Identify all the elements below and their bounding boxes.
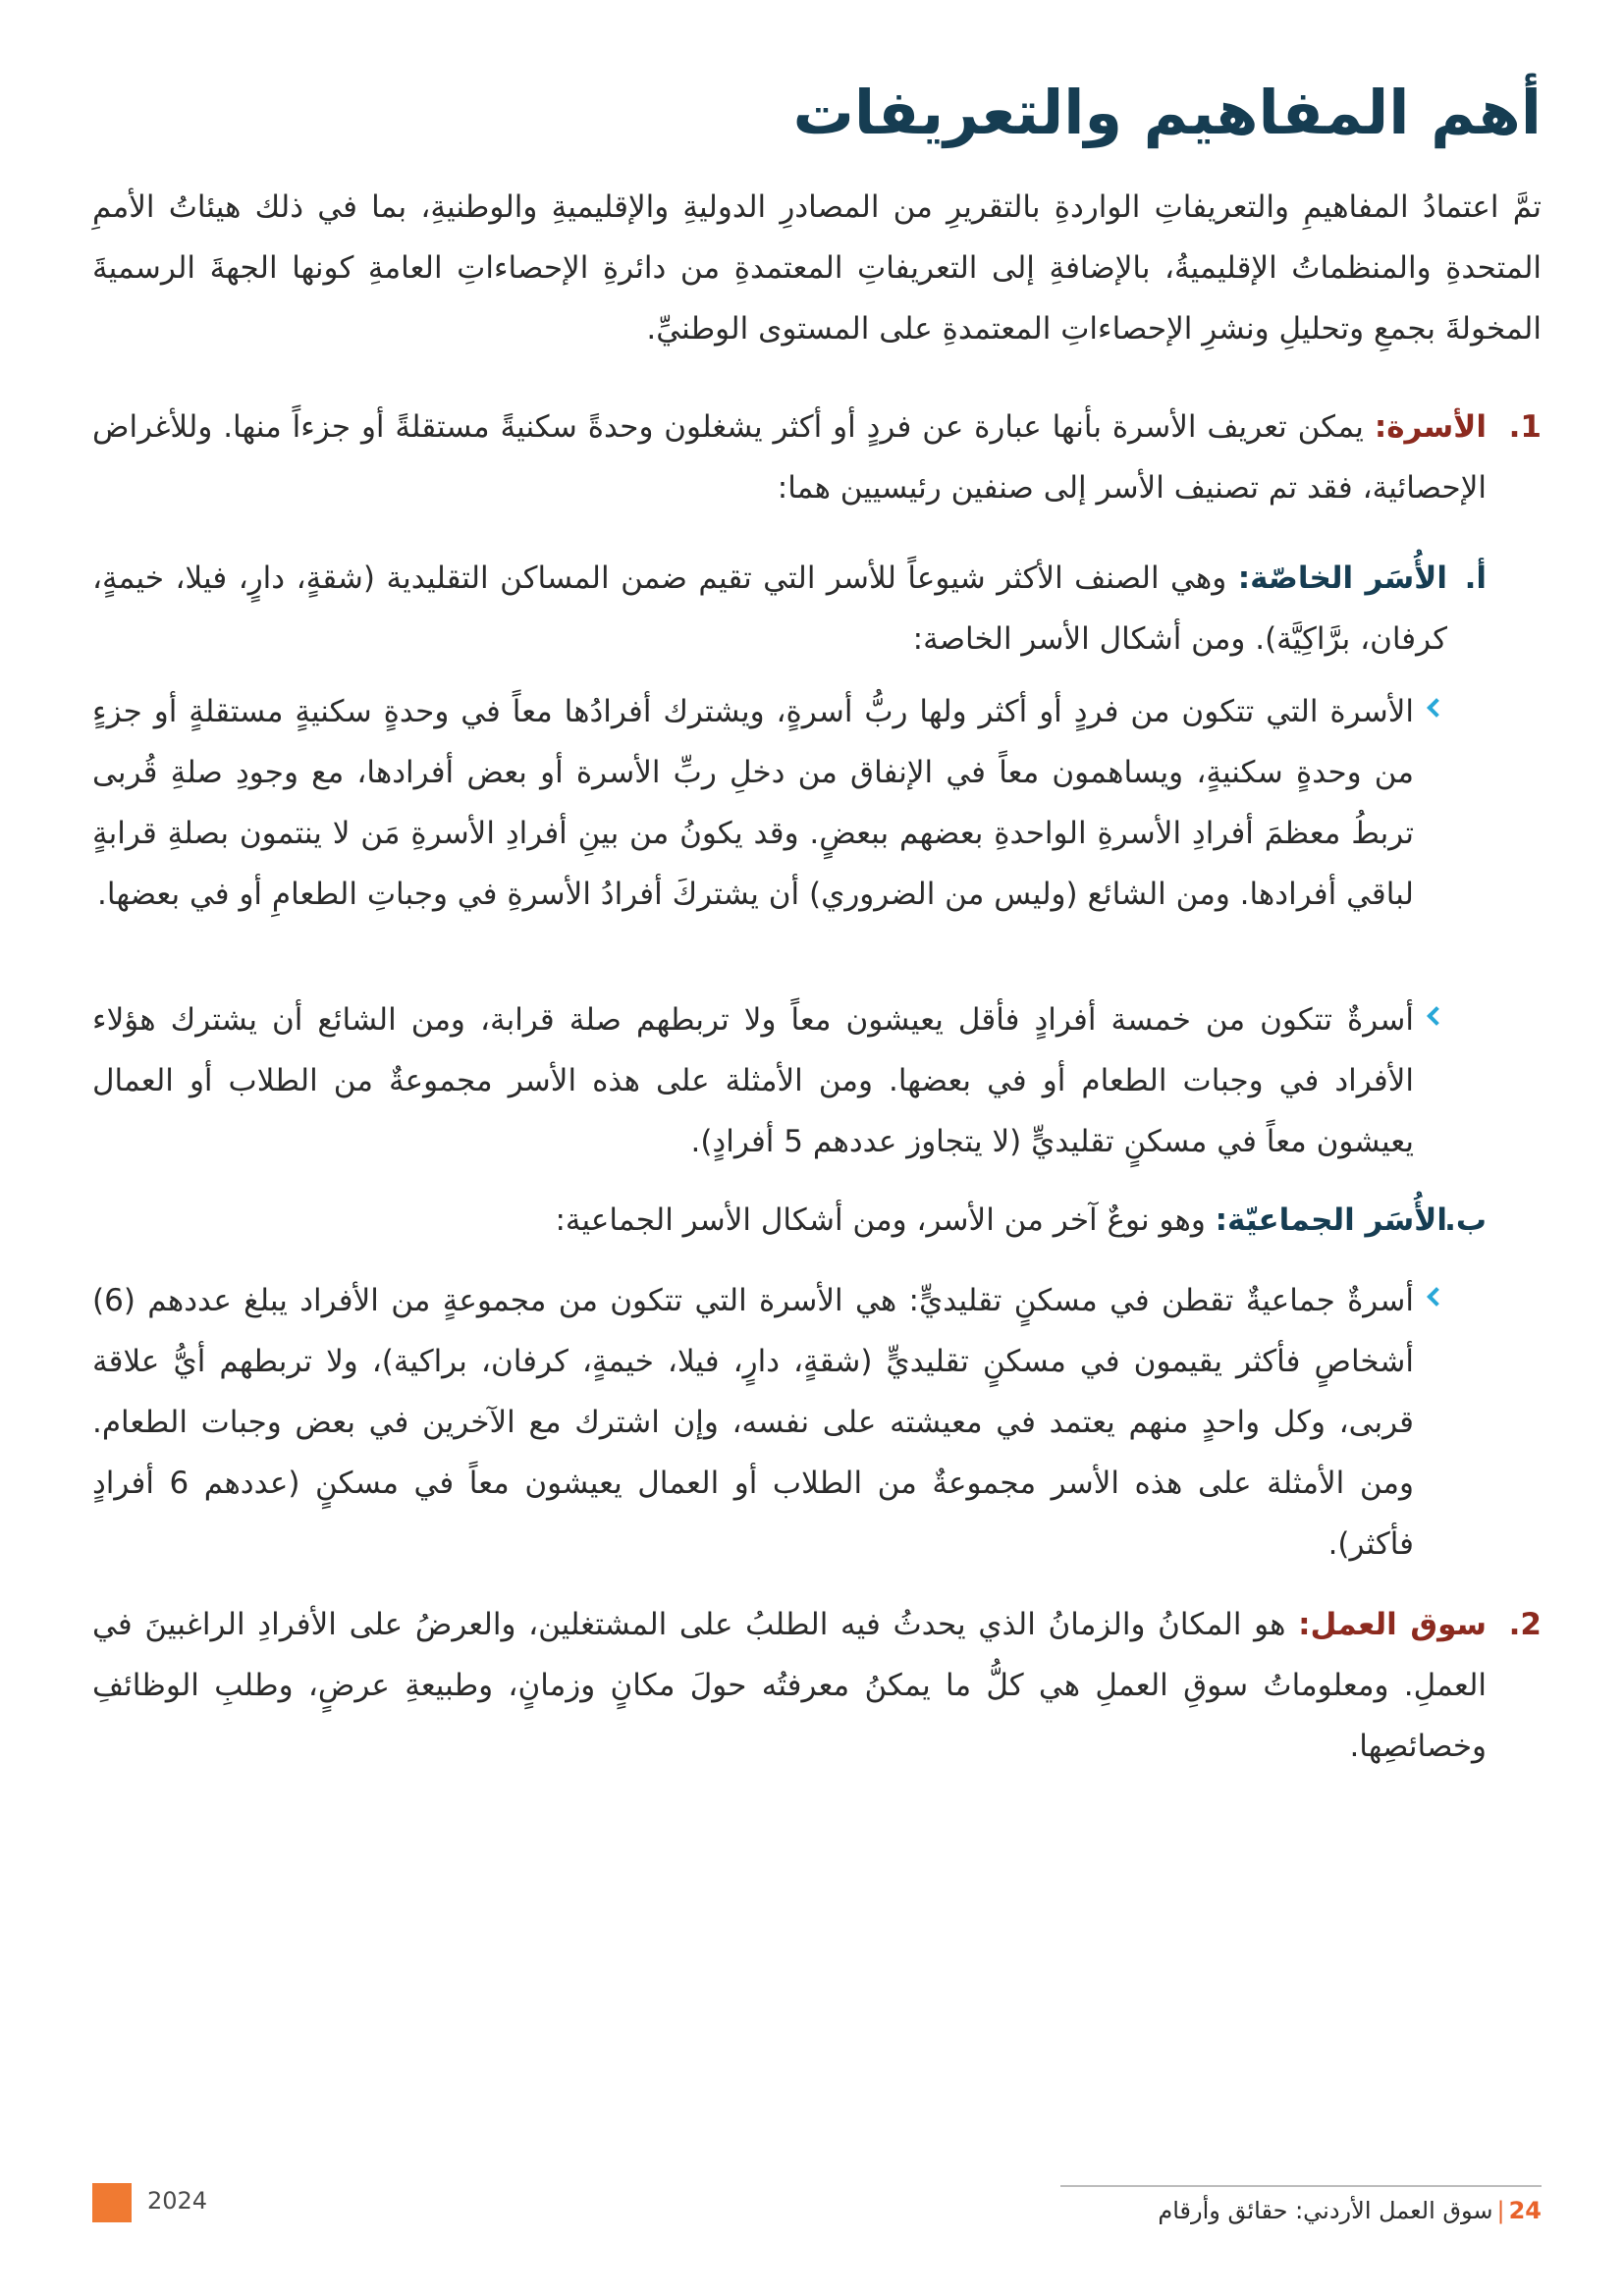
- subsection-text: وهو نوعٌ آخر من الأسر، ومن أشكال الأسر الجماعية:: [555, 1202, 1216, 1238]
- footer-divider: [1060, 2185, 1542, 2187]
- term-label: الأسرة:: [1374, 409, 1487, 445]
- bullet-text: الأسرة التي تتكون من فردٍ أو أكثر ولها ربُّ أسرةٍ، ويشترك أفرادُها معاً في وحدةٍ سكنيةٍ مستقلةٍ أو جزءٍ من وحدةٍ سكنيةٍ، ويساهمون معاً في الإنفاق من دخلِ ربِّ الأسرة أو بعض أفرادها، مع وجودِ صلةِ قُربى تربطُ معظمَ أفرادِ الأسرةِ الواحدةِ بعضهم ببعضٍ. وقد يكونُ من بينِ أفرادِ الأسرةِ مَن لا ينتمون بصلةِ قرابةٍ لباقي أفرادها. ومن الشائع (وليس من الضروري) أن يشتركَ أفرادُ الأسرةِ في وجباتِ الطعامِ أو في بعضها.: [92, 694, 1414, 912]
- subsection-private-households: [92, 548, 1487, 669]
- footer-separator: |: [1496, 2197, 1505, 2224]
- definition-text: هو المكانُ والزمانُ الذي يحدثُ فيه الطلبُ على المشتغلين، والعرضُ على الأفرادِ الراغبينَ في العملِ. ومعلوماتُ سوقِ العملِ هي كلُّ ما يمكنُ معرفتُه حولَ مكانٍ وزمانٍ، وطبيعةِ عرضٍ، وطلبِ الوظائفِ وخصائصِها.: [92, 1607, 1487, 1764]
- subsection-letter: ب.: [1444, 1202, 1487, 1238]
- list-item: [92, 989, 1447, 1172]
- page-title: أهم المفاهيم والتعريفات: [792, 77, 1542, 148]
- bullet-text: أسرةٌ جماعيةٌ تقطن في مسكنٍ تقليديٍّ: هي الأسرة التي تتكون من مجموعةٍ من الأفراد يبلغ عددهم (6) أشخاصٍ فأكثر يقيمون في مسكنٍ تقليديٍّ (شقةٍ، دارٍ، فيلا، خيمةٍ، كرفان، براكية)، ولا تربطهم أيُّ علاقة قربى، وكل واحدٍ منهم يعتمد في معيشته على نفسه، وإن اشترك مع الآخرين في بعض وجبات الطعام. ومن الأمثلة على هذه الأسر مجموعةٌ من الطلاب أو العمال يعيشون معاً في مسكنٍ (عددهم 6 أفرادٍ فأكثر).: [92, 1283, 1414, 1562]
- page-number: 24: [1508, 2197, 1542, 2224]
- footer-accent-square: [92, 2183, 132, 2222]
- subsection-collective-households: [92, 1190, 1487, 1251]
- chevron-bullet-icon: [1427, 1287, 1446, 1307]
- chevron-bullet-icon: [1427, 698, 1446, 718]
- intro-paragraph: تمَّ اعتمادُ المفاهيمِ والتعريفاتِ الواردةِ بالتقريرِ من المصادرِ الدوليةِ والإقليميةِ والوطنيةِ، بما في ذلك هيئاتُ الأممِ المتحدةِ والمنظماتُ الإقليميةُ، بالإضافةِ إلى التعريفاتِ المعتمدةِ من دائرةِ الإحصاءاتِ العامةِ كونها الجهةَ الرسميةَ المخولةَ بجمعِ وتحليلِ ونشرِ الإحصاءاتِ المعتمدةِ على المستوى الوطنيِّ.: [92, 189, 1542, 347]
- definition-item-family: [92, 397, 1542, 518]
- item-number: 2.: [1508, 1607, 1542, 1642]
- chevron-bullet-icon: [1427, 1006, 1446, 1026]
- definition-text: يمكن تعريف الأسرة بأنها عبارة عن فردٍ أو أكثر يشغلون وحدةً سكنيةً مستقلةً أو جزءاً منها. وللأغراض الإحصائية، فقد تم تصنيف الأسر إلى صنفين رئيسيين هما:: [92, 409, 1487, 506]
- subsection-term: الأُسَر الجماعيّة:: [1215, 1202, 1447, 1238]
- footer-year: 2024: [147, 2187, 208, 2215]
- term-label: سوق العمل:: [1298, 1607, 1487, 1642]
- publication-title: سوق العمل الأردني: حقائق وأرقام: [1158, 2197, 1493, 2224]
- subsection-term: الأُسَر الخاصّة:: [1237, 561, 1448, 596]
- subsection-letter: أ.: [1464, 561, 1487, 596]
- bullet-text: أسرةٌ تتكون من خمسة أفرادٍ فأقل يعيشون معاً ولا تربطهم صلة قرابة، ومن الشائع أن يشترك هؤلاء الأفراد في وجبات الطعام أو في بعضها. ومن الأمثلة على هذه الأسر مجموعةٌ من الطلاب أو العمال يعيشون معاً في مسكنٍ تقليديٍّ (لا يتجاوز عددهم 5 أفرادٍ).: [92, 1002, 1414, 1159]
- item-number: 1.: [1508, 409, 1542, 445]
- list-item: [92, 681, 1447, 925]
- subsection-text: وهي الصنف الأكثر شيوعاً للأسر التي تقيم ضمن المساكن التقليدية (شقةٍ، دارٍ، فيلا، خيمةٍ، كرفان، برَّاكِيَّة). ومن أشكال الأسر الخاصة:: [92, 561, 1447, 657]
- list-item: [92, 1270, 1447, 1575]
- definition-item-labour-market: [92, 1594, 1542, 1777]
- footer-publication: [1158, 2197, 1542, 2224]
